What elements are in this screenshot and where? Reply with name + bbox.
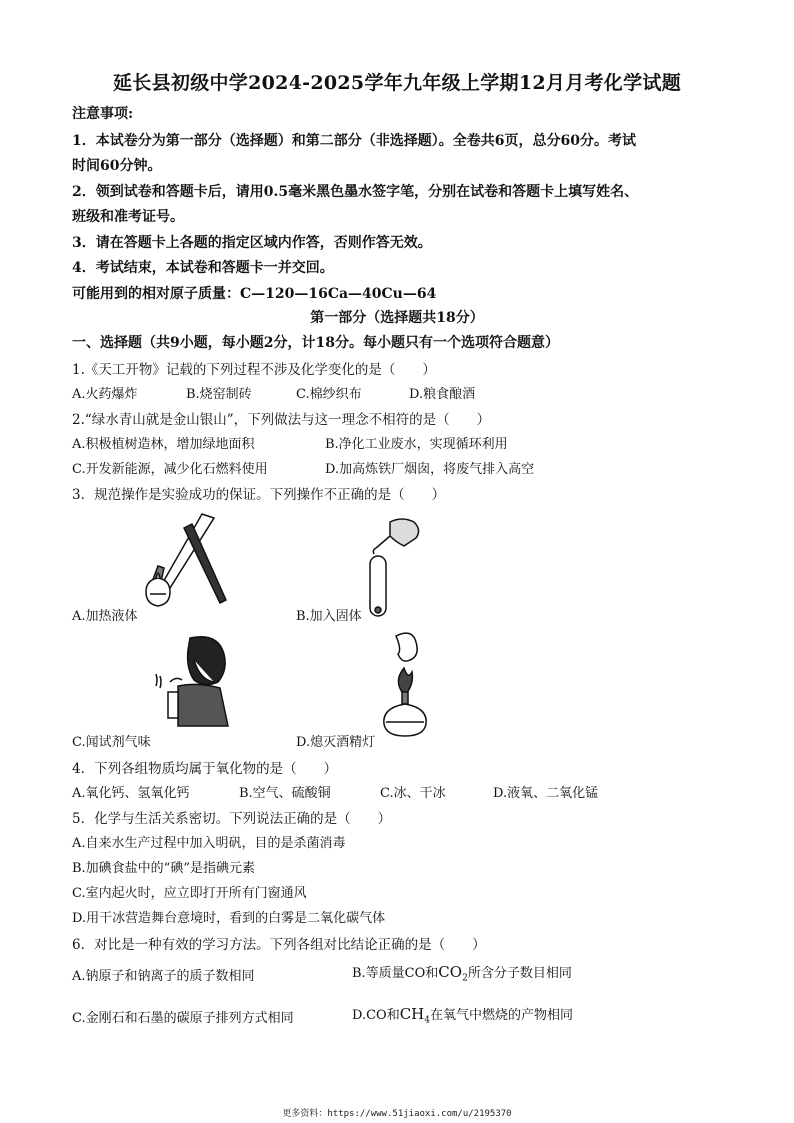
q1-option-c: C.棉纱织布 bbox=[296, 387, 362, 402]
q3-option-b: B.加入固体 bbox=[296, 609, 362, 624]
q1-stem: 1.《天工开物》记载的下列过程不涉及化学变化的是（ ） bbox=[72, 362, 436, 378]
q6-option-d bbox=[352, 1004, 573, 1026]
q5-option-a: A.自来水生产过程中加入明矾，目的是杀菌消毒 bbox=[72, 836, 346, 851]
q6-option-b-suffix: 所含分子数目相同 bbox=[467, 966, 572, 981]
q6-option-d-formula: CH bbox=[399, 1005, 425, 1023]
q4-option-d: D.液氧、二氧化锰 bbox=[493, 786, 599, 801]
q6-option-a: A.钠原子和钠离子的质子数相同 bbox=[72, 969, 255, 984]
q5-option-b: B.加碘食盐中的“碘”是指碘元素 bbox=[72, 861, 255, 876]
adding-solid-figure bbox=[350, 512, 430, 622]
q2-option-b: B.净化工业废水，实现循环利用 bbox=[325, 437, 508, 452]
q1-option-a: A.火药爆炸 bbox=[72, 387, 138, 402]
q6-option-b-formula: CO bbox=[438, 963, 463, 981]
q5-stem: 5．化学与生活关系密切。下列说法正确的是（ ） bbox=[72, 811, 392, 827]
q1-option-d: D.粮食酿酒 bbox=[409, 387, 476, 402]
atomic-mass-line: 可能用到的相对原子质量：C—120—16Ca—40Cu—64 bbox=[72, 286, 437, 302]
q6-option-d-subscript: 4 bbox=[424, 1015, 430, 1026]
q2-stem: 2.“绿水青山就是金山银山”，下列做法与这一理念不相符的是（ ） bbox=[72, 412, 491, 428]
notice-item-2: 2．领到试卷和答题卡后，请用0.5毫米黑色墨水签字笔，分别在试卷和答题卡上填写姓名、 bbox=[72, 184, 639, 200]
notice-item-4: 4．考试结束，本试卷和答题卡一并交回。 bbox=[72, 260, 334, 276]
q3-option-d: D.熄灭酒精灯 bbox=[296, 735, 376, 750]
q4-option-c: C.冰、干冰 bbox=[380, 786, 446, 801]
q2-option-d: D.加高炼铁厂烟囱，将废气排入高空 bbox=[325, 462, 535, 477]
q3-stem: 3．规范操作是实验成功的保证。下列操作不正确的是（ ） bbox=[72, 487, 446, 503]
notice-item-1: 1．本试卷分为第一部分（选择题）和第二部分（非选择题）。全卷共6页，总分60分。考试 bbox=[72, 133, 636, 149]
q1-option-b: B.烧窑制砖 bbox=[186, 387, 252, 402]
q6-stem: 6．对比是一种有效的学习方法。下列各组对比结论正确的是（ ） bbox=[72, 937, 486, 953]
exam-title: 延长县初级中学2024-2025学年九年级上学期12月月考化学试题 bbox=[113, 72, 681, 94]
extinguishing-lamp-figure bbox=[372, 628, 442, 743]
q6-option-b bbox=[352, 962, 572, 984]
q5-option-c: C.室内起火时，应立即打开所有门窗通风 bbox=[72, 886, 307, 901]
q6-option-d-prefix: D.CO和 bbox=[352, 1008, 400, 1023]
q3-option-a: A.加热液体 bbox=[72, 609, 138, 624]
notice-item-1-cont: 时间60分钟。 bbox=[72, 158, 162, 174]
q6-option-b-prefix: B.等质量CO和 bbox=[352, 966, 439, 981]
smelling-reagent-figure bbox=[148, 630, 238, 730]
notice-heading: 注意事项: bbox=[72, 106, 134, 122]
q6-option-d-suffix: 在氧气中燃烧的产物相同 bbox=[430, 1008, 574, 1023]
q5-option-d: D.用干冰营造舞台意境时，看到的白雾是二氧化碳气体 bbox=[72, 911, 386, 926]
heating-liquid-figure bbox=[130, 508, 230, 613]
q4-option-b: B.空气、硫酸铜 bbox=[239, 786, 331, 801]
notice-item-3: 3．请在答题卡上各题的指定区域内作答，否则作答无效。 bbox=[72, 235, 432, 251]
q2-option-c: C.开发新能源，减少化石燃料使用 bbox=[72, 462, 268, 477]
q6-option-c: C.金刚石和石墨的碳原子排列方式相同 bbox=[72, 1011, 294, 1026]
notice-item-2-cont: 班级和准考证号。 bbox=[72, 209, 184, 225]
part1-heading: 第一部分（选择题共18分） bbox=[310, 310, 484, 326]
section-heading: 一、选择题（共9小题，每小题2分，计18分。每小题只有一个选项符合题意） bbox=[72, 335, 559, 351]
q4-option-a: A.氧化钙、氢氧化钙 bbox=[72, 786, 190, 801]
q3-option-c: C.闻试剂气味 bbox=[72, 735, 151, 750]
q4-stem: 4．下列各组物质均属于氧化物的是（ ） bbox=[72, 761, 338, 777]
q2-option-a: A.积极植树造林，增加绿地面积 bbox=[72, 437, 255, 452]
q6-option-b-subscript: 2 bbox=[462, 973, 468, 984]
footer-link[interactable]: 更多资料：https://www.51jiaoxi.com/u/2195370 bbox=[282, 1109, 512, 1119]
